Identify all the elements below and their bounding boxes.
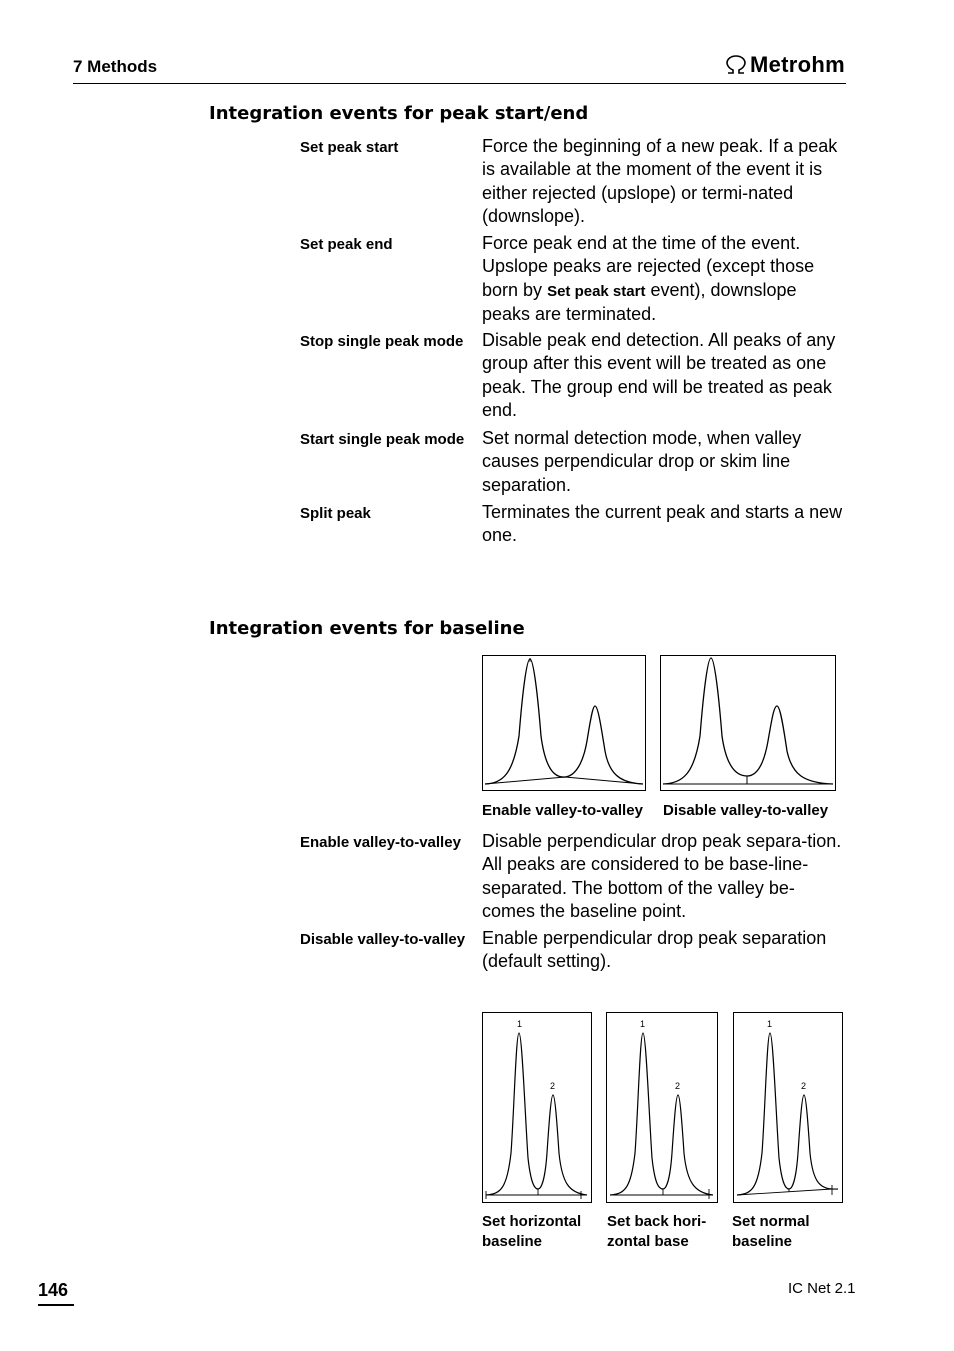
figure-enable-valley-to-valley <box>482 655 646 791</box>
omega-icon <box>724 55 748 75</box>
desc-stop-single-peak-mode: Disable peak end detection. All peaks of any group after this event will be treated as one peak. The group end will be treated as peak end. <box>482 330 836 420</box>
desc-set-peak-end <box>482 232 844 326</box>
peak-label-1: 1 <box>517 1019 523 1029</box>
peak-label-2: 2 <box>550 1081 556 1091</box>
term-start-single-peak-mode: Start single peak mode <box>300 431 465 448</box>
figure-set-horizontal-baseline <box>482 1012 592 1203</box>
caption-set-horizontal-baseline <box>482 1212 581 1252</box>
desc-text: event), downslope peaks are terminated. <box>482 279 797 324</box>
figure-disable-valley-to-valley <box>660 655 836 791</box>
term-enable-valley-to-valley: Enable valley-to-valley <box>300 834 461 851</box>
term-set-peak-end: Set peak end <box>300 236 393 253</box>
caption-line: Set normal <box>732 1213 810 1230</box>
peak-label-2: 2 <box>801 1081 807 1091</box>
caption-enable-valley-to-valley: Enable valley-to-valley <box>482 802 643 819</box>
term-set-peak-start: Set peak start <box>300 139 399 156</box>
section-heading-peak-start-end: Integration events for peak start/end <box>209 103 589 124</box>
chapter-title: 7 Methods <box>73 57 158 76</box>
figure-set-back-horizontal-base <box>606 1012 718 1203</box>
product-name: IC Net 2.1 <box>788 1280 856 1297</box>
caption-line: baseline <box>482 1233 543 1250</box>
term-split-peak: Split peak <box>300 505 371 522</box>
desc-start-single-peak-mode: Set normal detection mode, when valley causes perpendicular drop or skim line separation. <box>482 428 802 495</box>
page-number: 146 <box>38 1280 74 1306</box>
caption-line: zontal base <box>607 1233 689 1250</box>
term-disable-valley-to-valley: Disable valley-to-valley <box>300 931 466 948</box>
caption-set-normal-baseline <box>732 1212 810 1252</box>
caption-line: baseline <box>732 1233 793 1250</box>
desc-disable-valley-to-valley: Enable perpendicular drop peak separation (default setting). <box>482 928 827 972</box>
desc-enable-valley-to-valley: Disable perpendicular drop peak separa-tion. All peaks are considered to be base-line-separated. The bottom of the valley be-comes the baseline point. <box>482 831 842 921</box>
inline-term: Set peak start <box>547 282 646 300</box>
section-heading-baseline: Integration events for baseline <box>209 618 525 639</box>
caption-disable-valley-to-valley: Disable valley-to-valley <box>663 802 829 819</box>
brand-logo <box>724 52 845 78</box>
peak-label-1: 1 <box>640 1019 646 1029</box>
desc-set-peak-start: Force the beginning of a new peak. If a peak is available at the moment of the event it is either rejected (upslope) or termi-nated (downslope). <box>482 136 838 226</box>
caption-set-back-horizontal-base <box>607 1212 706 1252</box>
desc-text: Force peak end at the time of the event. Upslope peaks are rejected (except those born by <box>482 233 815 300</box>
peak-label-1: 1 <box>767 1019 773 1029</box>
caption-line: Set back hori- <box>607 1213 707 1230</box>
figure-set-normal-baseline <box>733 1012 843 1203</box>
logo-text: Metrohm <box>750 52 845 77</box>
peak-label-2: 2 <box>675 1081 681 1091</box>
caption-line: Set horizontal <box>482 1213 582 1230</box>
term-stop-single-peak-mode: Stop single peak mode <box>300 333 464 350</box>
header-rule <box>73 83 846 84</box>
desc-split-peak: Terminates the current peak and starts a new one. <box>482 502 843 546</box>
